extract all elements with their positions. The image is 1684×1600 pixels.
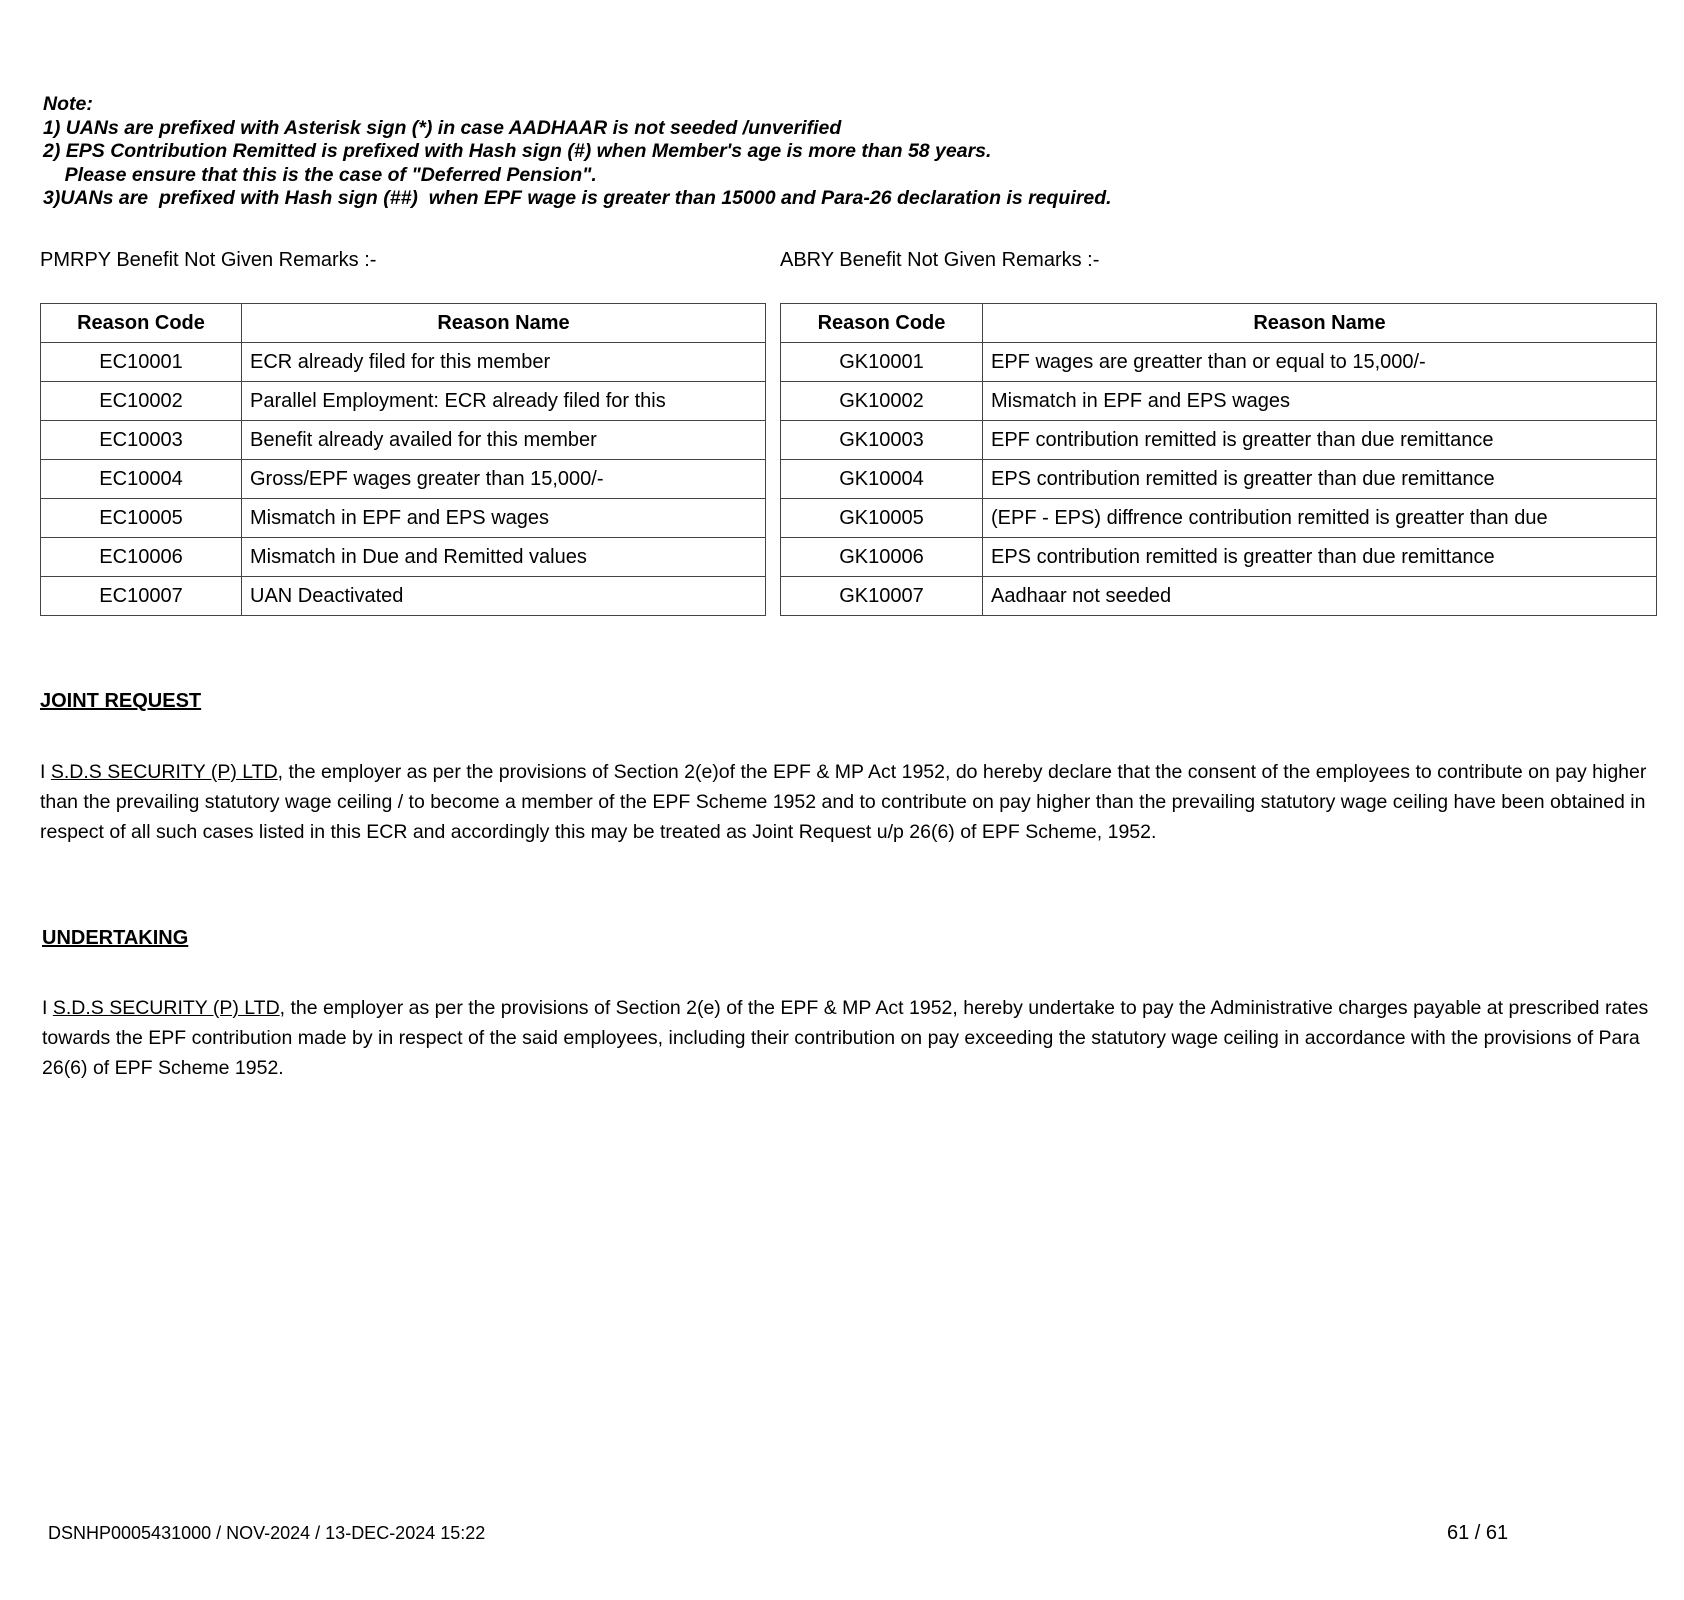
table-row [781,343,1657,382]
reason-name: ECR already filed for this member [242,343,766,382]
reason-name: EPS contribution remitted is greatter than due remittance [983,460,1657,499]
reason-code: EC10005 [41,499,242,538]
footer-reference: DSNHP0005431000 / NOV-2024 / 13-DEC-2024 15:22 [48,1523,486,1543]
reason-code: EC10004 [41,460,242,499]
reason-name: (EPF - EPS) diffrence contribution remitted is greatter than due [983,499,1657,538]
note-line-1: 1) UANs are prefixed with Asterisk sign (*) in case AADHAAR is not seeded /unverified [43,116,842,139]
reason-code: GK10003 [781,421,983,460]
table-row [41,499,766,538]
table-row [41,343,766,382]
note-heading: Note: [43,93,93,115]
reason-name: Mismatch in EPF and EPS wages [242,499,766,538]
page-number: 61 / 61 [1447,1522,1509,1544]
joint-request-paragraph [40,757,1660,847]
joint-request-body: , the employer as per the provisions of Section 2(e)of the EPF & MP Act 1952, do hereby declare that the consent of the employees to contribute on pay higher than the prevailing statutory wage ceiling / to become a member of the EPF Scheme 1952 and to contribute on pay higher than the prevailing statutory wage ceiling have been obtained in respect of all such cases listed in this ECR and accordingly this may be treated as Joint Request u/p 26(6) of EPF Scheme, 1952. [40,761,1647,843]
reason-code: GK10005 [781,499,983,538]
reason-code: GK10001 [781,343,983,382]
reason-name: UAN Deactivated [242,577,766,616]
reason-code: GK10004 [781,460,983,499]
reason-code: GK10002 [781,382,983,421]
table-row [41,382,766,421]
reason-name: Mismatch in Due and Remitted values [242,538,766,577]
reason-name: Mismatch in EPF and EPS wages [983,382,1657,421]
reason-name: EPF wages are greatter than or equal to 15,000/- [983,343,1657,382]
header-reason-name: Reason Name [242,304,766,343]
table-row [41,577,766,616]
reason-code: EC10003 [41,421,242,460]
table-header-row [781,304,1657,343]
table-row [41,460,766,499]
table-row [41,538,766,577]
undertaking-title: UNDERTAKING [42,927,189,949]
note-block [43,93,1112,211]
table-row [781,577,1657,616]
reason-name: Parallel Employment: ECR already filed for this [242,382,766,421]
header-reason-code: Reason Code [781,304,983,343]
table-row [781,421,1657,460]
pmrpy-remarks-label: PMRPY Benefit Not Given Remarks :- [40,249,377,271]
table-header-row [41,304,766,343]
reason-name: Gross/EPF wages greater than 15,000/- [242,460,766,499]
abry-reason-table [780,303,1657,616]
undertaking-employer: S.D.S SECURITY (P) LTD [52,997,280,1019]
reason-code: EC10007 [41,577,242,616]
reason-name: EPS contribution remitted is greatter than due remittance [983,538,1657,577]
reason-name: EPF contribution remitted is greatter than due remittance [983,421,1657,460]
header-reason-name: Reason Name [983,304,1657,343]
table-row [781,538,1657,577]
reason-code: EC10006 [41,538,242,577]
pmrpy-reason-table [40,303,766,616]
undertaking-paragraph [42,993,1662,1083]
joint-request-title: JOINT REQUEST [40,690,202,712]
reason-code: GK10007 [781,577,983,616]
undertaking-body: , the employer as per the provisions of Section 2(e) of the EPF & MP Act 1952, hereby undertake to pay the Administrative charges payable at prescribed rates towards the EPF contribution made by in respect of the said employees, including their contribution on pay exceeding the statutory wage ceiling in accordance with the provisions of Para 26(6) of EPF Scheme 1952. [42,997,1649,1079]
reason-name: Benefit already availed for this member [242,421,766,460]
abry-remarks-label: ABRY Benefit Not Given Remarks :- [780,249,1100,271]
note-line-2: 2) EPS Contribution Remitted is prefixed with Hash sign (#) when Member's age is more than 58 years. [43,140,992,162]
reason-code: EC10001 [41,343,242,382]
note-line-4: 3)UANs are prefixed with Hash sign (##) when EPF wage is greater than 15000 and Para-26 declaration is required. [43,187,1112,209]
note-line-3: Please ensure that this is the case of "Deferred Pension". [43,163,597,186]
header-reason-code: Reason Code [41,304,242,343]
table-row [781,382,1657,421]
reason-code: GK10006 [781,538,983,577]
table-row [781,460,1657,499]
reason-name: Aadhaar not seeded [983,577,1657,616]
joint-request-employer: S.D.S SECURITY (P) LTD [50,761,278,783]
table-row [781,499,1657,538]
joint-request-prefix: I [40,761,51,783]
reason-code: EC10002 [41,382,242,421]
table-row [41,421,766,460]
undertaking-prefix: I [42,997,53,1019]
